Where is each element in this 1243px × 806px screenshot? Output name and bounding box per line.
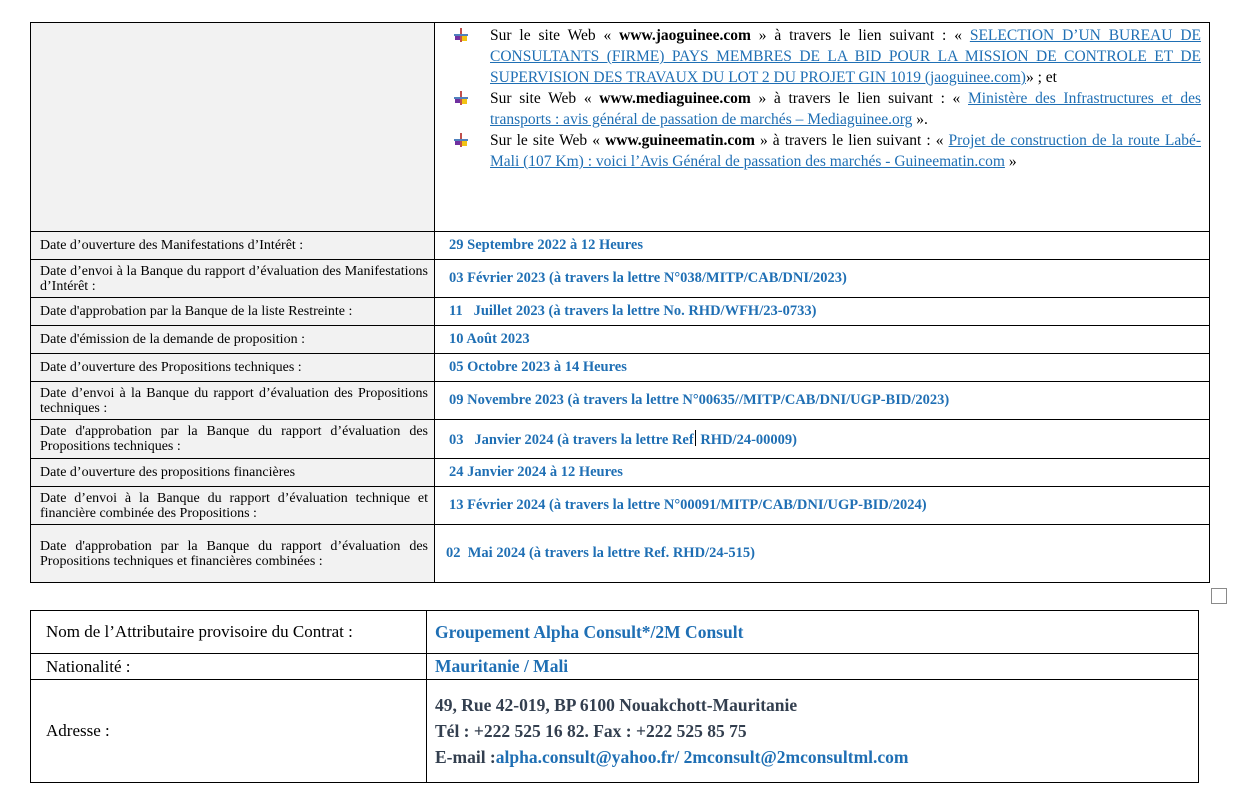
date-value[interactable]: 24 Janvier 2024 à 12 Heures bbox=[435, 459, 1210, 487]
date-value[interactable]: 03 Février 2023 (à travers la lettre N°038/MITP/CAB/DNI/2023) bbox=[435, 260, 1210, 298]
publication-links-list bbox=[435, 25, 1201, 172]
pushpin-bullet-icon bbox=[453, 90, 469, 106]
date-label: Date d'émission de la demande de proposition : bbox=[31, 326, 435, 354]
table-row bbox=[31, 611, 1199, 654]
list-item bbox=[490, 88, 1201, 130]
date-value[interactable]: 09 Novembre 2023 (à travers la lettre N°00635//MITP/CAB/DNI/UGP-BID/2023) bbox=[435, 382, 1210, 420]
empty-label-cell bbox=[31, 23, 435, 232]
date-label: Date d’envoi à la Banque du rapport d’évaluation des Propositions techniques : bbox=[31, 382, 435, 420]
date-label: Date d'approbation par la Banque de la liste Restreinte : bbox=[31, 298, 435, 326]
link-prefix: Sur le site Web « bbox=[490, 27, 620, 44]
site-name: www.jaoguinee.com bbox=[619, 27, 751, 44]
email-line bbox=[435, 744, 1190, 770]
link-prefix: Sur site Web « bbox=[490, 90, 600, 107]
phone-fax-line: Tél : +222 525 16 82. Fax : +222 525 85 75 bbox=[435, 721, 747, 741]
date-value[interactable]: 29 Septembre 2022 à 12 Heures bbox=[435, 232, 1210, 260]
email-label: E-mail : bbox=[435, 747, 496, 767]
table-resize-handle-icon[interactable] bbox=[1211, 588, 1227, 604]
address-line: 49, Rue 42-019, BP 6100 Nouakchott-Mauritanie bbox=[435, 695, 798, 715]
table-row bbox=[31, 459, 1210, 487]
text-cursor bbox=[695, 430, 696, 446]
date-value-part: RHD/24-00009) bbox=[696, 431, 797, 448]
publication-links-row bbox=[31, 23, 1210, 232]
address-cell[interactable] bbox=[427, 680, 1199, 783]
table-row bbox=[31, 654, 1199, 680]
link-prefix: Sur le site Web « bbox=[490, 132, 606, 149]
date-label: Date d'approbation par la Banque du rapport d’évaluation des Propositions techniques : bbox=[31, 420, 435, 459]
link-suffix: » ; et bbox=[1025, 69, 1057, 86]
publication-links-cell bbox=[435, 23, 1210, 232]
link-middle: » à travers le lien suivant : « bbox=[750, 90, 968, 107]
table-row bbox=[31, 382, 1210, 420]
email-value[interactable]: alpha.consult@yahoo.fr/ 2mconsult@2mconsultml.com bbox=[495, 747, 909, 767]
date-value[interactable]: 11 Juillet 2023 (à travers la lettre No. RHD/WFH/23-0733) bbox=[435, 298, 1210, 326]
guineematin-link[interactable]: Projet de construction de la route Labé-Mali (107 Km) : voici l’Avis Général de passation des marchés - Guineematin.com bbox=[490, 132, 1201, 170]
list-item bbox=[490, 25, 1201, 88]
date-value[interactable]: 10 Août 2023 bbox=[435, 326, 1210, 354]
address-label: Adresse : bbox=[31, 680, 427, 783]
date-value[interactable]: 02 Mai 2024 (à travers la lettre Ref. RHD/24-515) bbox=[435, 525, 1210, 583]
list-item bbox=[490, 130, 1201, 172]
site-name: www.guineematin.com bbox=[605, 132, 755, 149]
nationality-value[interactable]: Mauritanie / Mali bbox=[427, 654, 1199, 680]
awardee-name-label: Nom de l’Attributaire provisoire du Contrat : bbox=[31, 611, 427, 654]
table-row bbox=[31, 525, 1210, 583]
site-name: www.mediaguinee.com bbox=[599, 90, 751, 107]
link-suffix: ». bbox=[912, 111, 928, 128]
table-row bbox=[31, 232, 1210, 260]
date-label: Date d’ouverture des propositions financières bbox=[31, 459, 435, 487]
pushpin-bullet-icon bbox=[453, 27, 469, 43]
pushpin-bullet-icon bbox=[453, 132, 469, 148]
link-middle: » à travers le lien suivant : « bbox=[750, 27, 970, 44]
awardee-table bbox=[30, 610, 1199, 783]
table-row bbox=[31, 420, 1210, 459]
date-label: Date d’ouverture des Propositions techniques : bbox=[31, 354, 435, 382]
procurement-dates-table bbox=[30, 22, 1210, 583]
table-row bbox=[31, 260, 1210, 298]
table-row bbox=[31, 326, 1210, 354]
date-value-part: 03 Janvier 2024 (à travers la lettre Ref bbox=[449, 431, 694, 448]
table-row bbox=[31, 298, 1210, 326]
nationality-label: Nationalité : bbox=[31, 654, 427, 680]
link-suffix: » bbox=[1004, 153, 1017, 170]
date-value[interactable] bbox=[435, 420, 1210, 459]
awardee-name-value[interactable]: Groupement Alpha Consult*/2M Consult bbox=[427, 611, 1199, 654]
jaoguinee-link[interactable]: SELECTION D’UN BUREAU DE CONSULTANTS (FIRME) PAYS MEMBRES DE LA BID POUR LA MISSION DE CONTROLE ET DE SUPERVISION DES TRAVAUX DU LOT 2 DU PROJET GIN 1019 (jaoguinee.com) bbox=[490, 27, 1201, 86]
date-label: Date d'approbation par la Banque du rapport d’évaluation des Propositions techniques et financières combinées : bbox=[31, 525, 435, 583]
date-value[interactable]: 05 Octobre 2023 à 14 Heures bbox=[435, 354, 1210, 382]
link-middle: » à travers le lien suivant : « bbox=[754, 132, 949, 149]
date-label: Date d’envoi à la Banque du rapport d’évaluation des Manifestations d’Intérêt : bbox=[31, 260, 435, 298]
table-row bbox=[31, 354, 1210, 382]
table-row bbox=[31, 680, 1199, 783]
date-label: Date d’envoi à la Banque du rapport d’évaluation technique et financière combinée des Propositions : bbox=[31, 487, 435, 525]
table-row bbox=[31, 487, 1210, 525]
mediaguinee-link[interactable]: Ministère des Infrastructures et des transports : avis général de passation de marchés – Mediaguinee.org bbox=[490, 90, 1202, 128]
date-label: Date d’ouverture des Manifestations d’Intérêt : bbox=[31, 232, 435, 260]
date-value[interactable]: 13 Février 2024 (à travers la lettre N°00091/MITP/CAB/DNI/UGP-BID/2024) bbox=[435, 487, 1210, 525]
